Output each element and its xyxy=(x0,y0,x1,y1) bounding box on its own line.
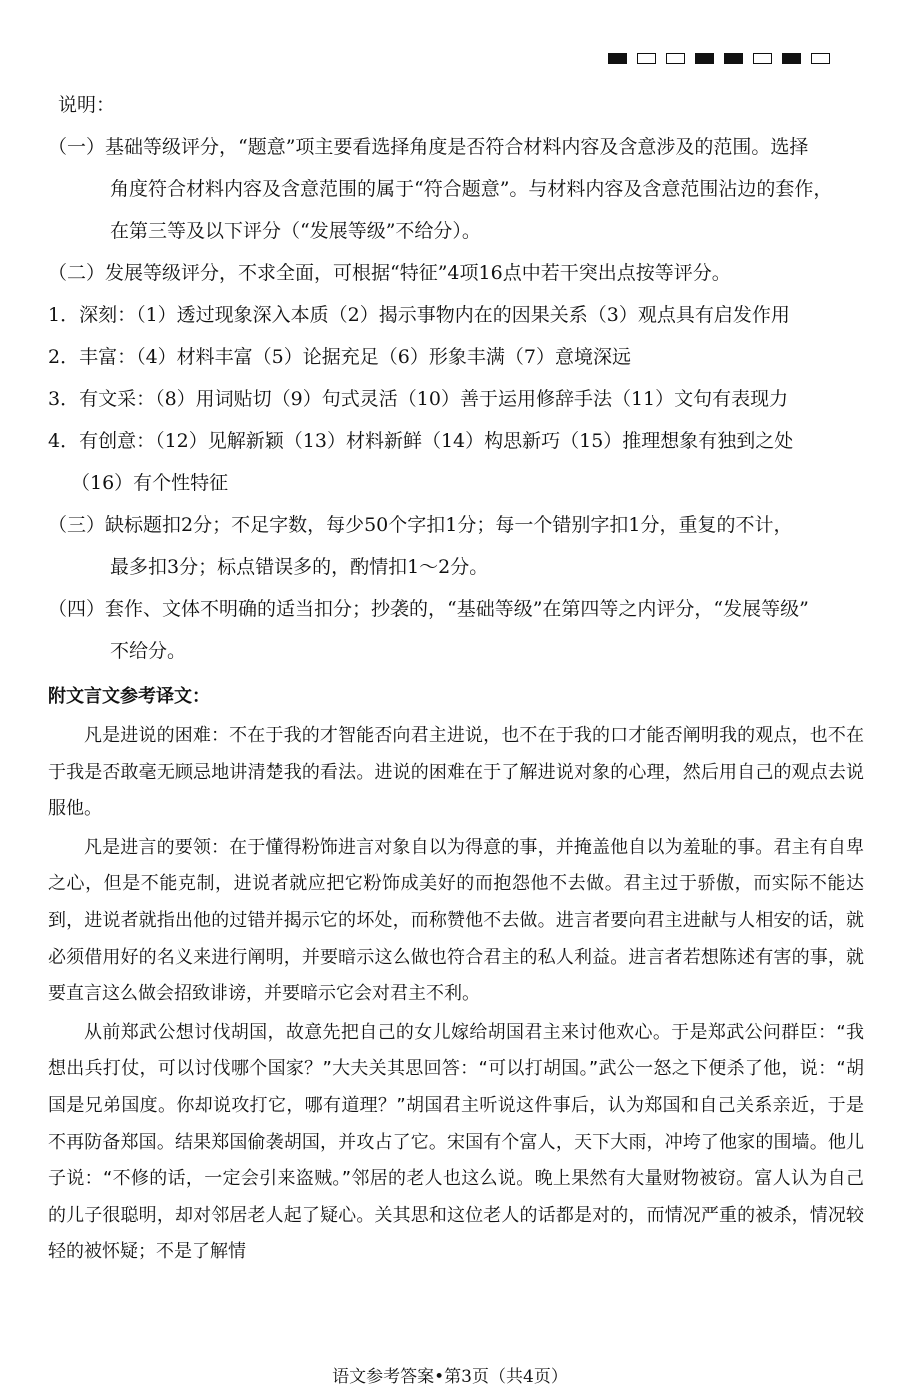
note-line: 3．有文采：（8）用词贴切（9）句式灵活（10）善于运用修辞手法（11）文句有表现力 xyxy=(48,388,789,410)
page-marks xyxy=(608,53,830,64)
note-line: （16）有个性特征 xyxy=(71,472,229,494)
translation-paragraph: 凡是进言的要领：在于懂得粉饰进言对象自以为得意的事，并掩盖他自以为羞耻的事。君主有自卑之心，但是不能克制，进说者就应把它粉饰成美好的而抱怨他不去做。君主过于骄傲，而实际不能达到，进说者就指出他的过错并揭示它的坏处，而称赞他不去做。进言者要向君主进献与人相安的话，就必须借用好的名义来进行阐明，并要暗示这么做也符合君主的私人利益。进言者若想陈述有害的事，就要直言这么做会招致诽谤，并要暗示它会对君主不利。 xyxy=(48,836,864,1005)
notes-title: 说明： xyxy=(58,94,116,116)
note-line: 4．有创意：（12）见解新颖（13）材料新鲜（14）构思新巧（15）推理想象有独到之处 xyxy=(48,430,794,452)
translation-text xyxy=(48,718,864,1271)
page-footer: 语文参考答案•第3页（共4页） xyxy=(332,1367,568,1387)
page-mark xyxy=(637,53,656,64)
note-line: （三）缺标题扣2分；不足字数，每少50个字扣1分；每一个错别字扣1分，重复的不计， xyxy=(48,514,793,536)
note-line: （四）套作、文体不明确的适当扣分；抄袭的，“基础等级”在第四等之内评分，“发展等级” xyxy=(48,598,809,620)
note-line: 1．深刻：（1）透过现象深入本质（2）揭示事物内在的因果关系（3）观点具有启发作用 xyxy=(48,304,790,326)
page-mark xyxy=(695,53,714,64)
page-mark xyxy=(753,53,772,64)
document-body xyxy=(48,84,864,1273)
note-line: 角度符合材料内容及含意范围的属于“符合题意”。与材料内容及含意范围沾边的套作， xyxy=(110,178,833,200)
note-line: 在第三等及以下评分（“发展等级”不给分）。 xyxy=(110,220,481,242)
page-mark xyxy=(608,53,627,64)
note-line: 不给分。 xyxy=(110,640,187,662)
page-mark xyxy=(782,53,801,64)
translation-paragraph: 从前郑武公想讨伐胡国，故意先把自己的女儿嫁给胡国君主来讨他欢心。于是郑武公问群臣：“我想出兵打仗，可以讨伐哪个国家？”大夫关其思回答：“可以打胡国。”武公一怒之下便杀了他，说：“胡国是兄弟国度。你却说攻打它，哪有道理？”胡国君主听说这件事后，认为郑国和自己关系亲近，于是不再防备郑国。结果郑国偷袭胡国，并攻占了它。宋国有个富人，天下大雨，冲垮了他家的围墙。他儿子说：“不修的话，一定会引来盗贼。”邻居的老人也这么说。晚上果然有大量财物被窃。富人认为自己的儿子很聪明，却对邻居老人起了疑心。关其思和这位老人的话都是对的，而情况严重的被杀，情况较轻的被怀疑；不是了解情 xyxy=(48,1021,864,1263)
note-line: 最多扣3分；标点错误多的，酌情扣1～2分。 xyxy=(110,556,489,578)
note-line: 2．丰富：（4）材料丰富（5）论据充足（6）形象丰满（7）意境深远 xyxy=(48,346,631,368)
translation-heading: 附文言文参考译文： xyxy=(48,686,210,707)
note-line: （二）发展等级评分，不求全面，可根据“特征”4项16点中若干突出点按等评分。 xyxy=(48,262,731,284)
translation-paragraph: 凡是进说的困难：不在于我的才智能否向君主进说，也不在于我的口才能否阐明我的观点，也不在于我是否敢毫无顾忌地讲清楚我的看法。进说的困难在于了解进说对象的心理，然后用自己的观点去说服他。 xyxy=(48,725,864,820)
note-line: （一）基础等级评分，“题意”项主要看选择角度是否符合材料内容及含意涉及的范围。选择 xyxy=(48,136,809,158)
page-mark xyxy=(724,53,743,64)
page-mark xyxy=(811,53,830,64)
page-mark xyxy=(666,53,685,64)
